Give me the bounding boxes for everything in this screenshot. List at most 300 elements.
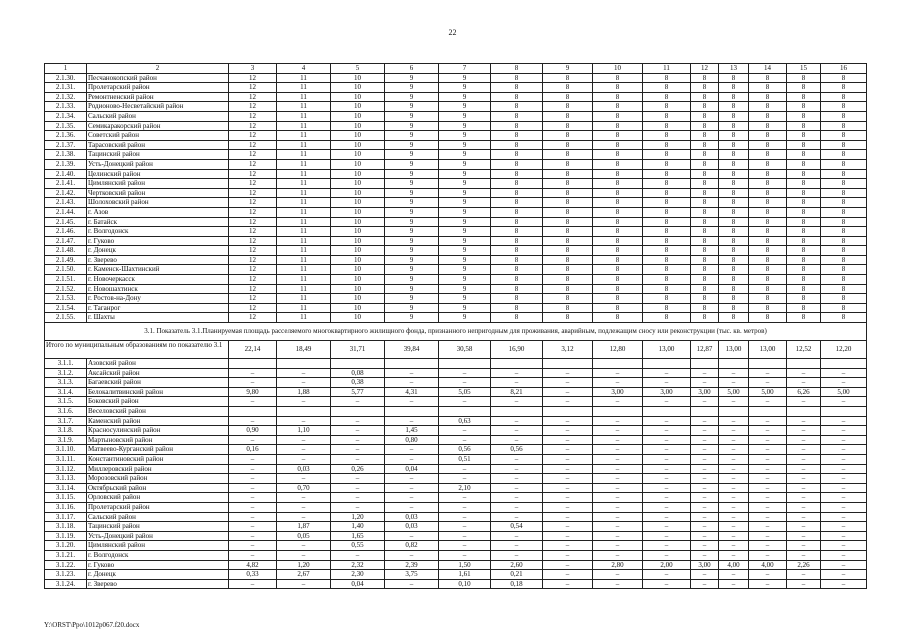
- row-value: 10: [331, 265, 385, 275]
- row-value: [491, 359, 543, 369]
- row-value: 8: [719, 131, 749, 141]
- row-value: –: [787, 474, 821, 484]
- column-number: 13: [719, 64, 749, 74]
- row-value: 11: [277, 140, 331, 150]
- row-value: 8: [749, 159, 787, 169]
- row-name: г. Новошахтинск: [87, 284, 229, 294]
- row-code: 2.1.45.: [45, 217, 87, 227]
- row-code: 3.1.22.: [45, 560, 87, 570]
- row-value: –: [439, 550, 491, 560]
- row-value: 12: [229, 207, 277, 217]
- row-value: 8: [719, 284, 749, 294]
- table-row: [45, 255, 867, 265]
- row-value: 8: [593, 169, 643, 179]
- row-value: 1,10: [277, 426, 331, 436]
- row-name: г. Волгодонск: [87, 227, 229, 237]
- page-number: 22: [448, 28, 457, 37]
- row-name: Морозовский район: [87, 474, 229, 484]
- row-value: –: [593, 426, 643, 436]
- table-row: [45, 531, 867, 541]
- row-value: –: [593, 483, 643, 493]
- row-value: –: [719, 579, 749, 589]
- row-value: –: [749, 541, 787, 551]
- row-value: 8: [643, 111, 691, 121]
- row-value: –: [787, 397, 821, 407]
- row-value: 8: [643, 102, 691, 112]
- row-value: –: [691, 378, 719, 388]
- row-value: 0,04: [331, 579, 385, 589]
- row-code: 3.1.6.: [45, 407, 87, 417]
- row-value: 11: [277, 121, 331, 131]
- indicator-table: [44, 63, 867, 589]
- row-value: 2,60: [491, 560, 543, 570]
- row-value: 9: [385, 275, 439, 285]
- row-code: 3.1.16.: [45, 502, 87, 512]
- row-value: 8: [691, 140, 719, 150]
- row-value: [593, 359, 643, 369]
- row-value: 8: [491, 284, 543, 294]
- row-value: 9: [385, 236, 439, 246]
- row-value: 8: [691, 255, 719, 265]
- row-value: 8: [491, 121, 543, 131]
- row-value: 8: [749, 73, 787, 83]
- row-value: –: [643, 416, 691, 426]
- row-code: 3.1.18.: [45, 522, 87, 532]
- row-value: 8: [593, 217, 643, 227]
- row-value: –: [439, 531, 491, 541]
- row-value: 0,56: [439, 445, 491, 455]
- row-name: Тацинский район: [87, 150, 229, 160]
- row-value: 8: [543, 83, 593, 93]
- row-value: –: [593, 531, 643, 541]
- row-value: 8: [543, 179, 593, 189]
- row-name: г. Каменск-Шахтинский: [87, 265, 229, 275]
- row-value: –: [385, 579, 439, 589]
- row-code: 2.1.53.: [45, 294, 87, 304]
- row-value: –: [749, 416, 787, 426]
- row-name: г. Новочеркасск: [87, 275, 229, 285]
- row-value: 8: [543, 265, 593, 275]
- column-number: 15: [787, 64, 821, 74]
- row-value: –: [439, 541, 491, 551]
- row-value: 8: [643, 92, 691, 102]
- row-value: –: [331, 474, 385, 484]
- row-value: 10: [331, 227, 385, 237]
- row-value: 8: [543, 150, 593, 160]
- row-value: 12: [229, 83, 277, 93]
- row-value: –: [643, 579, 691, 589]
- row-value: 8: [749, 227, 787, 237]
- row-value: –: [331, 454, 385, 464]
- row-code: 2.1.55.: [45, 313, 87, 323]
- row-value: –: [749, 435, 787, 445]
- column-number: 8: [491, 64, 543, 74]
- row-value: 8: [543, 159, 593, 169]
- row-value: [439, 359, 491, 369]
- row-value: –: [691, 541, 719, 551]
- row-value: 11: [277, 246, 331, 256]
- row-value: 12: [229, 131, 277, 141]
- column-number: 2: [87, 64, 229, 74]
- file-path-footer: Y:\ORST\Ppo\1012p067.f20.docx: [44, 621, 140, 629]
- row-value: –: [787, 368, 821, 378]
- row-code: 2.1.44.: [45, 207, 87, 217]
- row-value: 8: [787, 111, 821, 121]
- row-name: Усть-Донецкий район: [87, 159, 229, 169]
- row-value: [229, 359, 277, 369]
- row-value: –: [543, 378, 593, 388]
- row-value: 9,80: [229, 387, 277, 397]
- row-value: 10: [331, 217, 385, 227]
- table-row: [45, 445, 867, 455]
- row-value: 8: [821, 121, 867, 131]
- row-value: –: [543, 464, 593, 474]
- row-value: 12: [229, 92, 277, 102]
- row-value: 8: [491, 131, 543, 141]
- row-value: 9: [385, 169, 439, 179]
- row-value: 9: [385, 313, 439, 323]
- row-value: 8: [787, 73, 821, 83]
- row-value: 8: [491, 275, 543, 285]
- table-row: [45, 368, 867, 378]
- table-row: [45, 512, 867, 522]
- table-row: [45, 83, 867, 93]
- row-value: 8: [821, 179, 867, 189]
- row-value: –: [229, 397, 277, 407]
- row-value: –: [277, 474, 331, 484]
- row-value: –: [491, 550, 543, 560]
- row-value: 9: [439, 284, 491, 294]
- row-code: 3.1.19.: [45, 531, 87, 541]
- row-value: 0,70: [277, 483, 331, 493]
- row-value: –: [439, 368, 491, 378]
- row-value: 11: [277, 275, 331, 285]
- row-value: 8: [787, 198, 821, 208]
- row-value: [277, 407, 331, 417]
- table-row: [45, 407, 867, 417]
- table-row: [45, 313, 867, 323]
- row-value: 0,05: [277, 531, 331, 541]
- row-value: –: [543, 579, 593, 589]
- row-value: 12: [229, 227, 277, 237]
- row-value: 8: [821, 313, 867, 323]
- row-value: 10: [331, 255, 385, 265]
- row-code: 2.1.49.: [45, 255, 87, 265]
- row-value: –: [229, 531, 277, 541]
- row-value: –: [543, 570, 593, 580]
- table-row: [45, 169, 867, 179]
- row-value: 8: [787, 92, 821, 102]
- row-value: 9: [439, 102, 491, 112]
- row-value: 8: [593, 111, 643, 121]
- row-value: –: [331, 483, 385, 493]
- row-value: 3,00: [691, 560, 719, 570]
- row-name: Тацинский район: [87, 522, 229, 532]
- row-value: –: [439, 522, 491, 532]
- row-value: –: [749, 522, 787, 532]
- row-value: 10: [331, 284, 385, 294]
- row-value: 0,16: [229, 445, 277, 455]
- row-value: 9: [385, 159, 439, 169]
- row-value: –: [643, 378, 691, 388]
- row-value: [331, 407, 385, 417]
- row-value: 8: [491, 188, 543, 198]
- column-number: 11: [643, 64, 691, 74]
- total-value: 13,00: [719, 341, 749, 359]
- row-value: 8: [719, 169, 749, 179]
- row-value: 9: [439, 111, 491, 121]
- row-value: 4,31: [385, 387, 439, 397]
- row-value: 0,80: [385, 435, 439, 445]
- row-value: 9: [385, 121, 439, 131]
- table-row: [45, 435, 867, 445]
- row-value: 8: [643, 150, 691, 160]
- row-value: 8: [691, 284, 719, 294]
- row-value: 8: [821, 275, 867, 285]
- row-value: 8: [821, 217, 867, 227]
- row-value: [643, 359, 691, 369]
- row-value: 9: [385, 111, 439, 121]
- row-value: –: [719, 378, 749, 388]
- table-row: [45, 73, 867, 83]
- row-value: 9: [439, 188, 491, 198]
- row-value: 8: [543, 140, 593, 150]
- row-value: –: [643, 570, 691, 580]
- row-value: 9: [439, 217, 491, 227]
- row-value: 8: [593, 179, 643, 189]
- row-value: 8: [491, 169, 543, 179]
- row-value: 8: [593, 121, 643, 131]
- table-row: [45, 493, 867, 503]
- row-value: –: [749, 512, 787, 522]
- row-value: –: [749, 570, 787, 580]
- row-value: 2,00: [643, 560, 691, 570]
- row-value: [643, 407, 691, 417]
- table-row: [45, 207, 867, 217]
- table-row: [45, 474, 867, 484]
- table-row: [45, 159, 867, 169]
- row-value: –: [439, 435, 491, 445]
- row-value: 8: [593, 92, 643, 102]
- row-value: 8: [821, 188, 867, 198]
- row-value: 12: [229, 159, 277, 169]
- row-value: 8: [719, 227, 749, 237]
- row-value: 9: [385, 83, 439, 93]
- row-value: 12: [229, 188, 277, 198]
- row-value: 11: [277, 294, 331, 304]
- row-value: –: [643, 550, 691, 560]
- row-value: 8: [643, 284, 691, 294]
- row-value: 8: [787, 207, 821, 217]
- row-value: 8: [719, 236, 749, 246]
- total-value: 31,71: [331, 341, 385, 359]
- table-row: [45, 131, 867, 141]
- row-value: 8: [691, 227, 719, 237]
- row-value: –: [385, 445, 439, 455]
- table-row: [45, 454, 867, 464]
- row-value: 8: [691, 246, 719, 256]
- row-value: –: [543, 512, 593, 522]
- row-name: Аксайский район: [87, 368, 229, 378]
- row-value: –: [821, 550, 867, 560]
- table-row: [45, 217, 867, 227]
- row-value: –: [787, 570, 821, 580]
- row-value: –: [385, 493, 439, 503]
- row-value: 8: [719, 313, 749, 323]
- row-value: 8: [491, 294, 543, 304]
- row-value: 10: [331, 131, 385, 141]
- table-row: [45, 303, 867, 313]
- row-value: 8: [691, 294, 719, 304]
- row-value: –: [593, 512, 643, 522]
- row-name: г. Гуково: [87, 560, 229, 570]
- row-name: Усть-Донецкий район: [87, 531, 229, 541]
- row-value: –: [593, 474, 643, 484]
- row-value: –: [593, 397, 643, 407]
- row-value: 8: [821, 131, 867, 141]
- row-code: 2.1.36.: [45, 131, 87, 141]
- row-value: 8: [821, 284, 867, 294]
- row-value: 8: [691, 198, 719, 208]
- row-value: [331, 359, 385, 369]
- row-value: 9: [385, 92, 439, 102]
- row-value: –: [719, 368, 749, 378]
- row-value: 9: [439, 313, 491, 323]
- row-value: 8: [787, 294, 821, 304]
- row-value: 8: [691, 121, 719, 131]
- row-name: Тарасовский район: [87, 140, 229, 150]
- row-value: 9: [439, 236, 491, 246]
- row-value: –: [277, 378, 331, 388]
- row-value: [749, 359, 787, 369]
- row-value: –: [277, 493, 331, 503]
- row-value: 8: [593, 246, 643, 256]
- row-code: 3.1.21.: [45, 550, 87, 560]
- row-value: –: [643, 502, 691, 512]
- row-value: 9: [439, 246, 491, 256]
- row-value: –: [593, 541, 643, 551]
- row-value: 8: [593, 73, 643, 83]
- row-value: –: [593, 454, 643, 464]
- column-number: 9: [543, 64, 593, 74]
- row-value: –: [543, 397, 593, 407]
- row-value: –: [229, 550, 277, 560]
- table-body: [45, 64, 867, 589]
- row-code: 3.1.23.: [45, 570, 87, 580]
- row-name: г. Волгодонск: [87, 550, 229, 560]
- row-name: Красносулинский район: [87, 426, 229, 436]
- row-name: Матвеево-Курганский район: [87, 445, 229, 455]
- row-value: 8: [593, 255, 643, 265]
- row-value: 5,00: [821, 387, 867, 397]
- row-value: [719, 359, 749, 369]
- row-name: Родионово-Несветайский район: [87, 102, 229, 112]
- column-number: 16: [821, 64, 867, 74]
- row-code: 3.1.4.: [45, 387, 87, 397]
- row-value: 8: [691, 83, 719, 93]
- row-value: –: [491, 541, 543, 551]
- row-value: 9: [439, 150, 491, 160]
- row-value: –: [439, 378, 491, 388]
- column-number: 7: [439, 64, 491, 74]
- row-value: –: [749, 474, 787, 484]
- total-value: 22,14: [229, 341, 277, 359]
- row-value: 0,04: [385, 464, 439, 474]
- row-value: 8: [749, 121, 787, 131]
- row-value: –: [277, 416, 331, 426]
- row-value: 8: [491, 217, 543, 227]
- row-code: 2.1.39.: [45, 159, 87, 169]
- row-value: 8: [643, 131, 691, 141]
- row-value: 12: [229, 265, 277, 275]
- row-value: 8: [643, 227, 691, 237]
- row-value: –: [643, 541, 691, 551]
- row-value: –: [691, 464, 719, 474]
- row-code: 2.1.47.: [45, 236, 87, 246]
- row-value: 8: [719, 188, 749, 198]
- table-row: [45, 188, 867, 198]
- row-value: [277, 359, 331, 369]
- row-name: Шолоховский район: [87, 198, 229, 208]
- row-value: 8: [749, 275, 787, 285]
- row-value: –: [277, 512, 331, 522]
- row-value: –: [787, 550, 821, 560]
- row-value: 8: [691, 217, 719, 227]
- row-value: 8: [719, 217, 749, 227]
- row-value: –: [821, 493, 867, 503]
- row-value: 8: [491, 207, 543, 217]
- row-value: –: [821, 541, 867, 551]
- row-value: 8: [543, 236, 593, 246]
- table-row: [45, 560, 867, 570]
- row-value: –: [593, 378, 643, 388]
- row-name: Орловский район: [87, 493, 229, 503]
- row-value: –: [543, 522, 593, 532]
- row-value: 12: [229, 121, 277, 131]
- column-number: 14: [749, 64, 787, 74]
- row-value: 8: [491, 313, 543, 323]
- row-value: 5,05: [439, 387, 491, 397]
- row-value: –: [491, 378, 543, 388]
- total-value: 39,84: [385, 341, 439, 359]
- row-value: 9: [439, 83, 491, 93]
- row-value: –: [643, 474, 691, 484]
- row-value: 8: [543, 303, 593, 313]
- row-value: 8: [593, 83, 643, 93]
- row-value: 8: [543, 121, 593, 131]
- row-value: [787, 359, 821, 369]
- row-code: 3.1.2.: [45, 368, 87, 378]
- row-code: 2.1.46.: [45, 227, 87, 237]
- row-value: 8: [787, 303, 821, 313]
- row-value: 8: [821, 198, 867, 208]
- row-value: 8: [787, 179, 821, 189]
- row-code: 3.1.12.: [45, 464, 87, 474]
- row-value: 8: [491, 303, 543, 313]
- row-value: 11: [277, 265, 331, 275]
- row-value: 0,33: [229, 570, 277, 580]
- row-value: 12: [229, 255, 277, 265]
- row-name: Песчанокопский район: [87, 73, 229, 83]
- row-value: –: [821, 464, 867, 474]
- row-code: 2.1.51.: [45, 275, 87, 285]
- row-value: –: [439, 493, 491, 503]
- row-value: 11: [277, 169, 331, 179]
- row-value: 9: [385, 188, 439, 198]
- row-code: 3.1.7.: [45, 416, 87, 426]
- row-value: 8: [749, 284, 787, 294]
- row-value: 9: [385, 73, 439, 83]
